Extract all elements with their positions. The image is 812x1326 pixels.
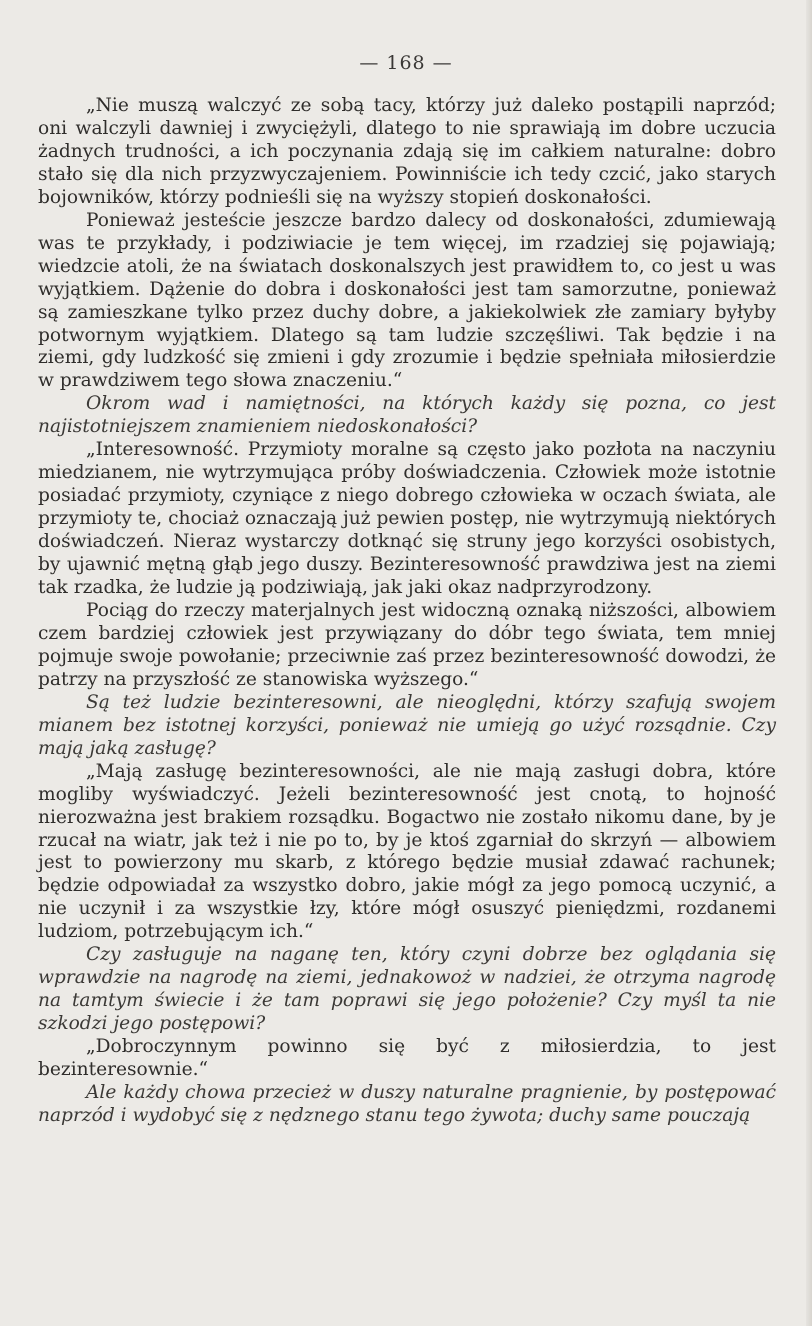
- paragraph: Pociąg do rzeczy materjalnych jest widoczną oznaką niższości, albowiem czem bardziej człowiek jest przywiązany do dóbr tego świata, tem mniej pojmuje swoje powołanie; przeciwnie zaś przez bezinteresowność dowodzi, że patrzy na przyszłość ze stanowiska wyższego.“: [38, 599, 776, 690]
- paragraph: „Mają zasługę bezinteresowności, ale nie mają zasługi dobra, które mogliby wyświadczyć. Jeżeli bezinteresowność jest cnotą, to hojność nierozważna jest brakiem rozsądku. Bogactwo nie zostało nikomu dane, by je rzucał na wiatr, jak też i nie po to, by je ktoś zgarniał do skrzyń — albowiem jest to powierzony mu skarb, z którego będzie musiał zdawać rachunek; będzie odpowiadał za wszystko dobro, jakie mógł za jego pomocą uczynić, a nie uczynił i za wszystkie łzy, które mógł osuszyć pieniędzmi, rozdanemi ludziom, potrzebującym ich.“: [38, 760, 776, 943]
- paragraph: „Interesowność. Przymioty moralne są często jako pozłota na naczyniu miedzianem, nie wytrzymująca próby doświadczenia. Człowiek może istotnie posiadać przymioty, czyniące z niego dobrego człowieka w oczach świata, ale przymioty te, chociaż oznaczają już pewien postęp, nie wytrzymują niektórych doświadczeń. Nieraz wystarczy dotknąć się struny jego korzyści osobistych, by ujawnić mętną głąb jego duszy. Bezinteresowność prawdziwa jest na ziemi tak rzadka, że ludzie ją podziwiają, jak jaki okaz nadprzyrodzony.: [38, 439, 776, 599]
- paragraph: „Nie muszą walczyć ze sobą tacy, którzy już daleko postąpili naprzód; oni walczyli dawniej i zwyciężyli, dlatego to nie sprawiają im dobre uczucia żadnych trudności, a ich poczynania zdają się im całkiem naturalne: dobro stało się dla nich przyzwyczajeniem. Powinniście ich tedy czcić, jako starych bojowników, którzy podnieśli się na wyższy stopień doskonałości.: [38, 95, 776, 208]
- question-paragraph: Są też ludzie bezinteresowni, ale nieoględni, którzy szafują swojem mianem bez istotnej korzyści, ponieważ nie umieją go użyć rozsądnie. Czy mają jaką zasługę?: [38, 691, 776, 759]
- page-text: [38, 95, 776, 1128]
- question-paragraph: Ale każdy chowa przecież w duszy naturalne pragnienie, by postępować naprzód i wydobyć się z nędznego stanu tego żywota; duchy same pouczają: [38, 1081, 776, 1126]
- page-number: — 168 —: [359, 52, 453, 74]
- paragraph: „Dobroczynnym powinno się być z miłosierdzia, to jest bezinteresownie.“: [38, 1036, 776, 1081]
- page-edge-shadow: [806, 0, 812, 1326]
- question-paragraph: Okrom wad i namiętności, na których każdy się pozna, co jest najistotniejszem znamieniem niedoskonałości?: [38, 393, 776, 438]
- question-paragraph: Czy zasługuje na naganę ten, który czyni dobrze bez oglądania się wprawdzie na nagrodę na ziemi, jednakowoż w nadziei, że otrzyma nagrodę na tamtym świecie i że tam poprawi się jego położenie? Czy myśl ta nie szkodzi jego postępowi?: [38, 944, 776, 1035]
- paragraph: Ponieważ jesteście jeszcze bardzo dalecy od doskonałości, zdumiewają was te przykłady, i podziwiacie je tem więcej, im rzadziej się pojawiają; wiedzcie atoli, że na światach doskonalszych jest prawidłem to, co jest u was wyjątkiem. Dążenie do dobra i doskonałości jest tam samorzutne, ponieważ są zamieszkane tylko przez duchy dobre, a jakiekolwiek złe zamiary byłyby potwornym wyjątkiem. Dlatego są tam ludzie szczęśliwi. Tak będzie i na ziemi, gdy ludzkość się zmieni i gdy zrozumie i będzie spełniała miłosierdzie w prawdziwem tego słowa znaczeniu.“: [38, 209, 776, 392]
